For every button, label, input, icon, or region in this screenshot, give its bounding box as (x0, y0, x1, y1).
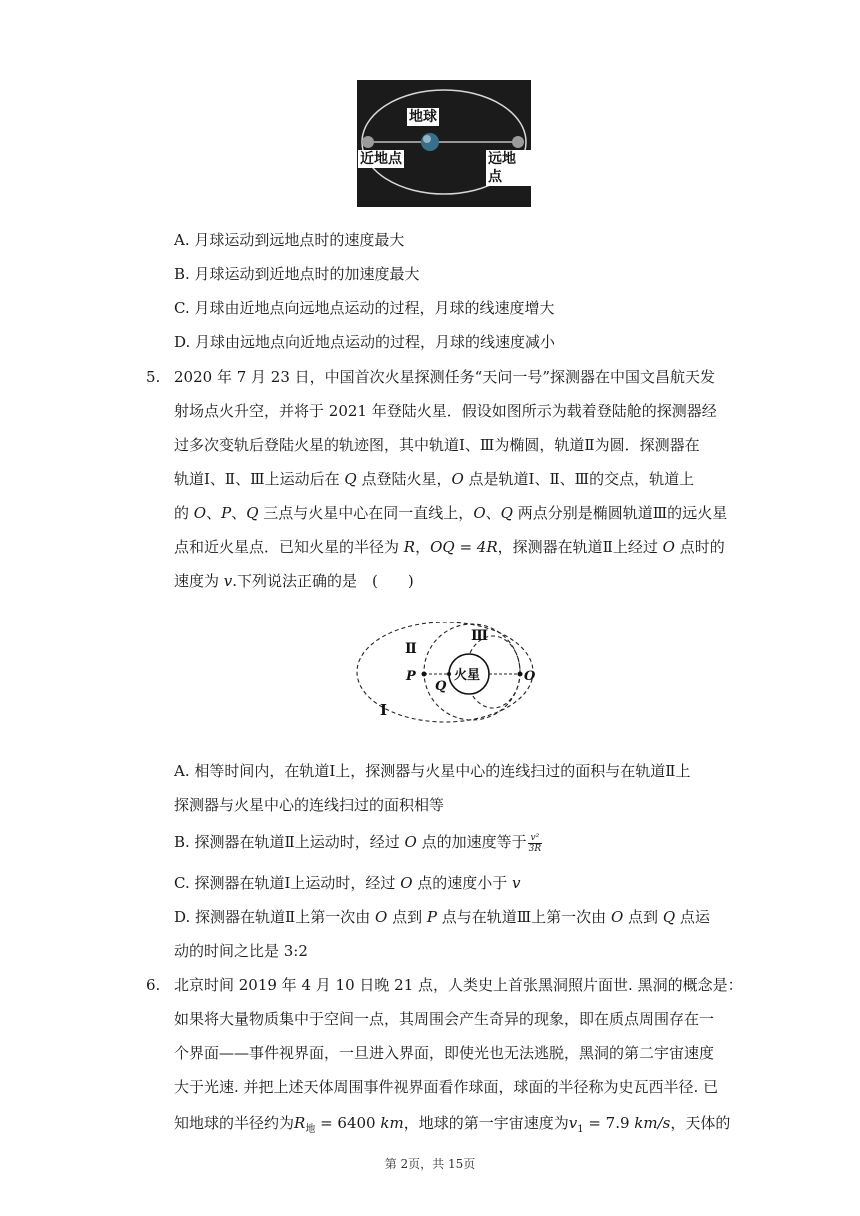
label-i: I (380, 701, 388, 719)
fraction-v2-over-3r: $\frac{\text{v²}}{3R}$ (528, 832, 542, 854)
q5-line-3: 过多次变轨后登陆火星的轨迹图，其中轨道Ⅰ、Ⅲ为椭圆，轨道Ⅱ为圆．探测器在 (174, 436, 700, 454)
q5-option-b: B. 探测器在轨道Ⅱ上运动时，经过 O 点的加速度等于 $\frac{\text{v²}}{3R}$ (174, 832, 542, 854)
mars-orbit-drawing (355, 622, 545, 732)
point-o (518, 672, 523, 677)
label-ii: Ⅱ (405, 641, 417, 657)
q4-option-b: B. 月球运动到近地点时的加速度最大 (174, 265, 420, 283)
q5-option-d-line-1: D. 探测器在轨道Ⅱ上第一次由 O 点到 P 点与在轨道Ⅲ上第一次由 O 点到 Q 点运 (174, 908, 710, 926)
q4-option-a: A. 月球运动到远地点时的速度最大 (174, 231, 405, 249)
q6-line-1: 北京时间 2019 年 4 月 10 日晚 21 点，人类史上首张黑洞照片面世. 黑洞的概念是： (174, 976, 743, 994)
mars-orbit-figure (355, 622, 545, 732)
perigee-label: 近地点 (360, 151, 402, 167)
label-o: O (524, 669, 536, 684)
moon-perigee-icon (362, 136, 374, 148)
q4-option-d: D. 月球由远地点向近地点运动的过程，月球的线速度减小 (174, 333, 556, 351)
q5-option-c: C. 探测器在轨道Ⅰ上运动时，经过 O 点的速度小于 v (174, 874, 521, 892)
orbit-drawing (357, 80, 531, 207)
q6-line-5: 知地球的半径约为$R_地 = 6400$ km，地球的第一宇宙速度为$v_1 = 7.9$ km/s，天体的 (174, 1114, 731, 1135)
q5-line-7: 速度为 v.下列说法正确的是 ( ) (174, 572, 414, 590)
q5-line-4: 轨道Ⅰ、Ⅱ、Ⅲ上运动后在 Q 点登陆火星，O 点是轨道Ⅰ、Ⅱ、Ⅲ的交点，轨道上 (174, 470, 695, 488)
q5-line-2: 射场点火升空，并将于 2021 年登陆火星．假设如图所示为载着登陆舱的探测器经 (174, 402, 717, 420)
label-p: P (406, 669, 416, 684)
label-q: Q (435, 679, 447, 694)
label-iii: Ⅲ (471, 628, 489, 644)
page-footer: 第 2页，共 15页 (384, 1157, 476, 1171)
q6-line-3: 个界面——事件视界面，一旦进入界面，即使光也无法逃脱，黑洞的第二宇宙速度 (174, 1044, 715, 1062)
q5-line-1: 2020 年 7 月 23 日，中国首次火星探测任务“天问一号”探测器在中国文昌航天发 (174, 368, 715, 386)
q5-line-5: 的 O、P、Q 三点与火星中心在同一直线上，O、Q 两点分别是椭圆轨道Ⅲ的远火星 (174, 504, 728, 522)
earth-moon-orbit-figure (357, 80, 531, 207)
q6-line-4: 大于光速. 并把上述天体周围事件视界面看作球面，球面的半径称为史瓦西半径. 已 (174, 1078, 719, 1096)
q4-option-c: C. 月球由近地点向远地点运动的过程，月球的线速度增大 (174, 299, 555, 317)
q6-line-2: 如果将大量物质集中于空间一点，其周围会产生奇异的现象，即在质点周围存在一 (174, 1010, 715, 1028)
moon-apogee-icon (512, 136, 524, 148)
q5-line-6: 点和近火星点．已知火星的半径为 R，OQ = 4R，探测器在轨道Ⅱ上经过 O 点时的 (174, 538, 725, 556)
q5-option-a-line-1: A. 相等时间内，在轨道Ⅰ上，探测器与火星中心的连线扫过的面积与在轨道Ⅱ上 (174, 762, 691, 780)
point-q (447, 672, 451, 676)
q5-option-a-line-2: 探测器与火星中心的连线扫过的面积相等 (174, 796, 445, 814)
point-p (422, 672, 427, 677)
q6-number: 6. (146, 976, 161, 994)
apogee-label: 远地点 (486, 150, 531, 186)
q5-number: 5. (146, 368, 161, 386)
label-mars: 火星 (454, 668, 481, 683)
earth-icon (421, 133, 439, 151)
earth-label: 地球 (409, 109, 437, 125)
q5-option-d-line-2: 动的时间之比是 3:2 (174, 942, 308, 960)
